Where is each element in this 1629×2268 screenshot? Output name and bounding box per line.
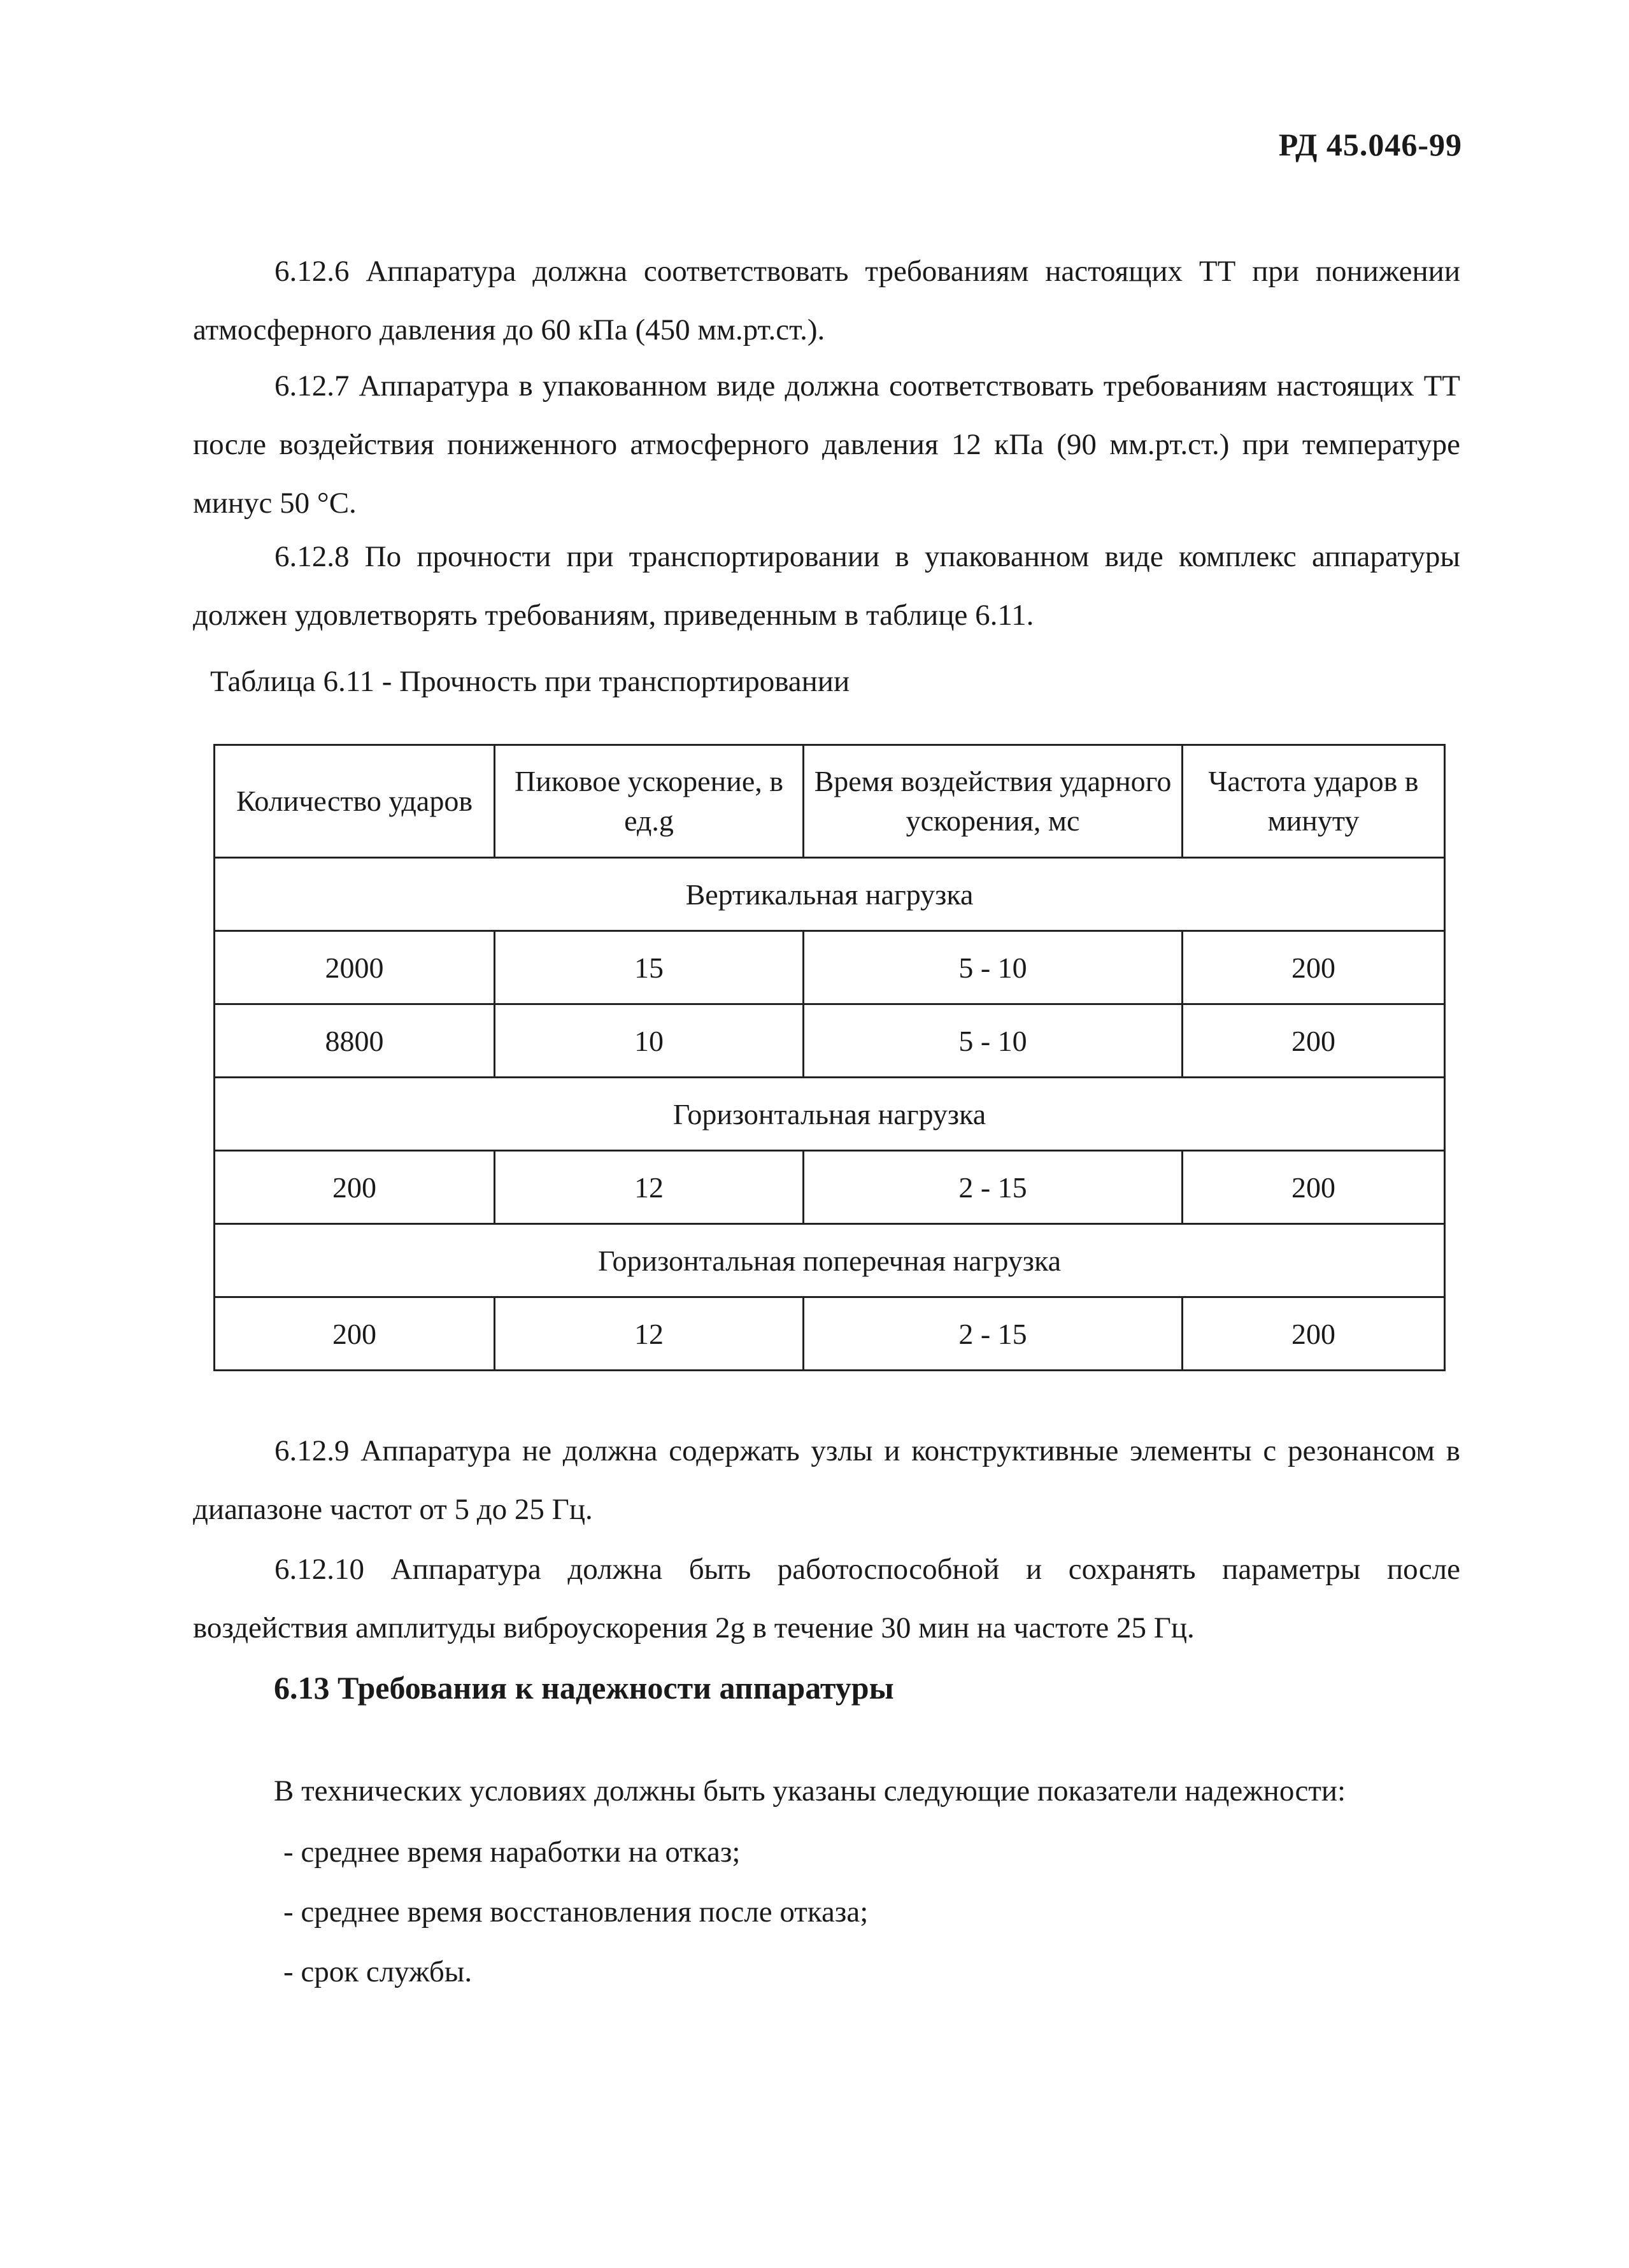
paragraph-6-12-6: 6.12.6 Аппаратура должна соответствовать требованиям настоящих ТТ при понижении атмосферного давления до 60 кПа (450 мм.рт.ст.). [193,255,1460,346]
header-impact-duration: Время воздействия ударного ускорения, мс [804,745,1183,858]
section-title-horizontal: Горизонтальная нагрузка [215,1078,1445,1151]
header-impact-count: Количество ударов [215,745,495,858]
section-row [215,1224,1445,1297]
cell-impact-duration: 2 - 15 [804,1151,1183,1224]
header-impact-frequency: Частота ударов в минуту [1183,745,1445,858]
strength-table [213,744,1446,1371]
cell-impact-duration: 5 - 10 [804,1004,1183,1078]
cell-impact-count: 200 [215,1297,495,1371]
cell-peak-acceleration: 12 [495,1297,804,1371]
table-row [215,931,1445,1004]
reliability-intro: В технических условиях должны быть указаны следующие показатели надежности: [274,1774,1346,1808]
table-row [215,1151,1445,1224]
cell-impact-count: 2000 [215,931,495,1004]
list-item: - среднее время наработки на отказ; [283,1836,741,1869]
section-title-horizontal-transverse: Горизонтальная поперечная нагрузка [215,1224,1445,1297]
cell-peak-acceleration: 10 [495,1004,804,1078]
cell-impact-count: 8800 [215,1004,495,1078]
cell-impact-duration: 5 - 10 [804,931,1183,1004]
paragraph-6-12-8: 6.12.8 По прочности при транспортировании в упакованном виде комплекс аппаратуры должен удовлетворять требованиям, приведенным в таблице 6.11. [193,540,1460,632]
section-title-vertical: Вертикальная нагрузка [215,858,1445,931]
cell-impact-frequency: 200 [1183,1151,1445,1224]
cell-peak-acceleration: 12 [495,1151,804,1224]
paragraph-6-12-7: 6.12.7 Аппаратура в упакованном виде должна соответствовать требованиям настоящих ТТ после воздействия пониженного атмосферного давления 12 кПа (90 мм.рт.ст.) при температуре минус 50 °С. [193,369,1460,520]
list-item: - среднее время восстановления после отказа; [283,1895,869,1929]
document-code: РД 45.046-99 [1278,127,1462,162]
table-caption: Таблица 6.11 - Прочность при транспортировании [210,665,850,698]
table-header-row [215,745,1445,858]
header-peak-acceleration: Пиковое ускорение, в ед.g [495,745,804,858]
cell-impact-duration: 2 - 15 [804,1297,1183,1371]
cell-peak-acceleration: 15 [495,931,804,1004]
cell-impact-count: 200 [215,1151,495,1224]
table-row [215,1004,1445,1078]
cell-impact-frequency: 200 [1183,1004,1445,1078]
section-heading-6-13: 6.13 Требования к надежности аппаратуры [274,1670,894,1706]
table-row [215,1297,1445,1371]
paragraph-6-12-9: 6.12.9 Аппаратура не должна содержать узлы и конструктивные элементы с резонансом в диапазоне частот от 5 до 25 Гц. [193,1434,1460,1526]
cell-impact-frequency: 200 [1183,1297,1445,1371]
list-item: - срок службы. [283,1955,473,1988]
section-row [215,858,1445,931]
cell-impact-frequency: 200 [1183,931,1445,1004]
paragraph-6-12-10: 6.12.10 Аппаратура должна быть работоспособной и сохранять параметры после воздействия амплитуды виброускорения 2g в течение 30 мин на частоте 25 Гц. [193,1553,1460,1644]
section-row [215,1078,1445,1151]
